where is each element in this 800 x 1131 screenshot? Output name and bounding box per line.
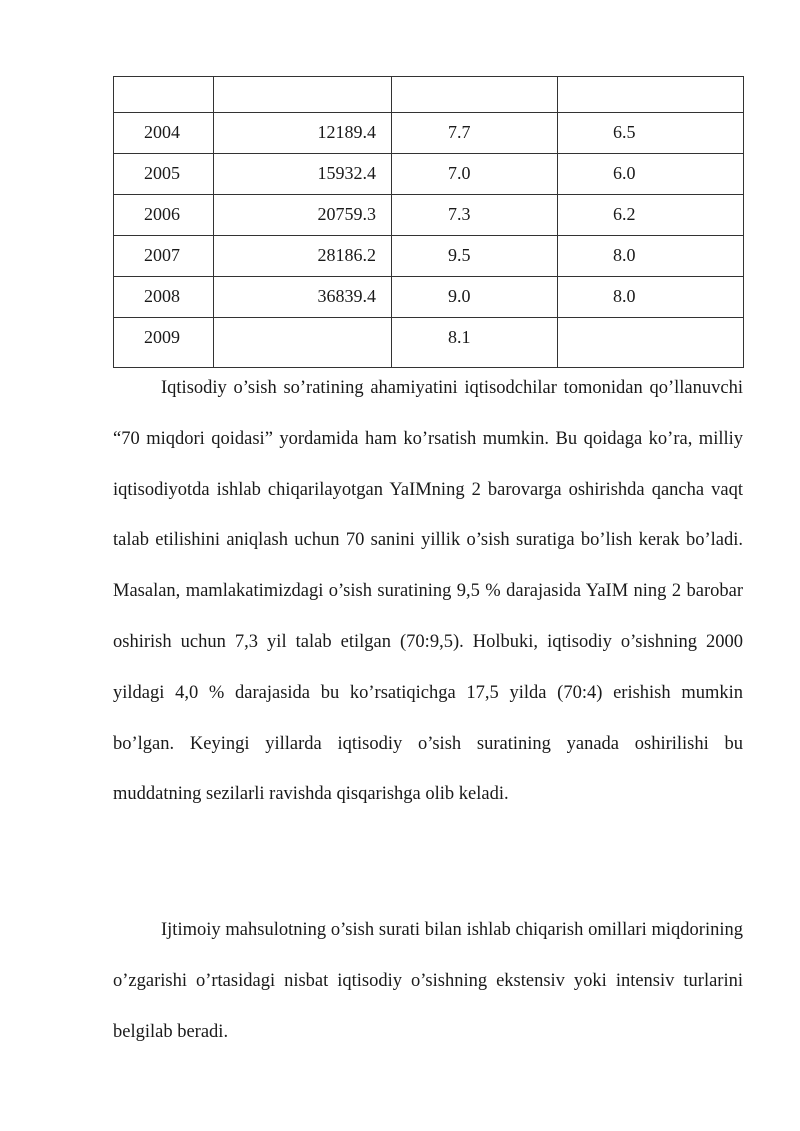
value-cell: 15932.4	[214, 154, 392, 195]
paragraph-growth-types: Ijtimoiy mahsulotning o’sish surati bilan ishlab chiqarish omillari miqdorining o’zgarishi o’rtasidagi nisbat iqtisodiy o’sishning ekstensiv yoki intensiv turlarini belgilab beradi.	[113, 920, 743, 1042]
table-body	[114, 77, 744, 368]
rate1-cell: 7.0	[392, 154, 558, 195]
rate1-cell: 9.0	[392, 277, 558, 318]
table-row	[114, 277, 744, 318]
year-cell: 2008	[114, 277, 214, 318]
value-cell: 36839.4	[214, 277, 392, 318]
year-cell	[114, 77, 214, 113]
value-cell	[214, 77, 392, 113]
year-cell: 2006	[114, 195, 214, 236]
rate1-cell: 9.5	[392, 236, 558, 277]
value-cell	[214, 318, 392, 368]
year-cell: 2005	[114, 154, 214, 195]
table-row	[114, 236, 744, 277]
table-row	[114, 113, 744, 154]
rate2-cell	[558, 318, 744, 368]
rate2-cell: 8.0	[558, 236, 744, 277]
rate2-cell	[558, 77, 744, 113]
rate2-cell: 6.0	[558, 154, 744, 195]
year-cell: 2009	[114, 318, 214, 368]
rate1-cell	[392, 77, 558, 113]
table-row	[114, 154, 744, 195]
table-row	[114, 77, 744, 113]
rate2-cell: 6.5	[558, 113, 744, 154]
paragraph-growth-rule: Iqtisodiy o’sish so’ratining ahamiyatini iqtisodchilar tomonidan qo’llanuvchi “70 miqdori qoidasi” yordamida ham ko’rsatish mumkin. Bu qoidaga ko’ra, milliy iqtisodiyotda ishlab chiqarilayotgan YaIMning 2 barovarga oshirishda qancha vaqt talab etilishini aniqlash uchun 70 sanini yillik o’sish suratiga bo’lish kerak bo’ladi. Masalan, mamlakatimizdagi o’sish suratining 9,5 % darajasida YaIM ning 2 barobar oshirish uchun 7,3 yil talab etilgan (70:9,5). Holbuki, iqtisodiy o’sishning 2000 yildagi 4,0 % darajasida bu ko’rsatiqichga 17,5 yilda (70:4) erishish mumkin bo’lgan. Keyingi yillarda iqtisodiy o’sish suratining yanada oshirilishi bu muddatning sezilarli ravishda qisqarishga olib keladi.	[113, 378, 743, 805]
table-row	[114, 318, 744, 368]
rate2-cell: 6.2	[558, 195, 744, 236]
data-table	[113, 76, 744, 368]
year-cell: 2007	[114, 236, 214, 277]
rate1-cell: 8.1	[392, 318, 558, 368]
table-row	[114, 195, 744, 236]
value-cell: 28186.2	[214, 236, 392, 277]
rate1-cell: 7.7	[392, 113, 558, 154]
value-cell: 20759.3	[214, 195, 392, 236]
value-cell: 12189.4	[214, 113, 392, 154]
rate1-cell: 7.3	[392, 195, 558, 236]
rate2-cell: 8.0	[558, 277, 744, 318]
year-cell: 2004	[114, 113, 214, 154]
